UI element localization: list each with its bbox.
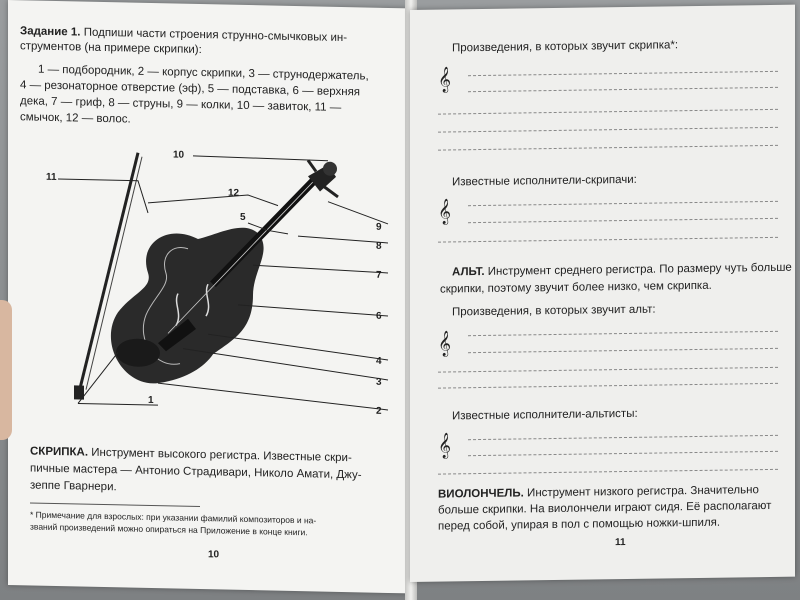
cello-desc-line-2: больше скрипки. На виолончели играют сидя. Её располагают: [438, 499, 772, 517]
left-page: [8, 0, 410, 593]
callout-6: 6: [376, 310, 382, 322]
leader-11: [58, 179, 148, 213]
footnote-line-2: званий произведений можно опираться на Приложение в конце книги.: [30, 521, 308, 538]
answer-line: [468, 331, 778, 336]
leader-10: [193, 156, 328, 161]
section-altists-label: Известные исполнители-альтисты:: [452, 407, 638, 423]
peg-1: [308, 160, 316, 171]
answer-line: [438, 127, 778, 133]
callout-1: 1: [148, 394, 154, 407]
leader-1b: [78, 403, 158, 405]
treble-clef-icon: 𝄞: [438, 331, 452, 357]
violin-heading: СКРИПКА.: [30, 445, 89, 459]
callout-2: 2: [376, 405, 382, 417]
callout-7: 7: [376, 269, 382, 281]
callout-5: 5: [240, 211, 246, 223]
violin-illustration: [38, 141, 408, 429]
section-alto-works-label: Произведения, в которых звучит альт:: [452, 303, 656, 319]
footnote-line-1: * Примечание для взрослых: при указании фамилий композиторов и на-: [30, 509, 317, 526]
alto-desc-text-1: Инструмент среднего регистра. По размеру чуть больше: [487, 261, 792, 278]
answer-line: [438, 145, 778, 151]
parts-line-1: 1 — подбородник, 2 — корпус скрипки, 3 — струнодержатель,: [38, 63, 369, 83]
leader-3: [183, 349, 388, 380]
callout-12: 12: [228, 187, 240, 199]
leader-2: [158, 383, 388, 410]
answer-line: [468, 201, 778, 206]
answer-line: [468, 218, 778, 223]
callout-10: 10: [173, 149, 185, 161]
section-violin-works-label: Произведения, в которых звучит скрипка*:: [452, 39, 679, 55]
callout-3: 3: [376, 376, 382, 388]
treble-clef-icon: 𝄞: [438, 67, 452, 93]
answer-line: [438, 109, 778, 115]
answer-line: [438, 383, 778, 389]
parts-line-2: 4 — резонаторное отверстие (эф), 5 — подставка, 6 — верхняя: [20, 79, 361, 99]
answer-line: [438, 469, 778, 475]
right-page: [410, 5, 795, 582]
answer-line: [468, 451, 778, 456]
violin-desc-line-2: пичные мастера — Антонио Страдивари, Николо Амати, Джу-: [30, 462, 362, 482]
cello-desc-text-1: Инструмент низкого регистра. Значительно: [527, 484, 759, 500]
alto-desc-line-1: [452, 261, 792, 281]
answer-line: [438, 367, 778, 373]
section-violinists-label: Известные исполнители-скрипачи:: [452, 173, 637, 189]
leader-4: [208, 334, 388, 360]
callout-9: 9: [376, 221, 382, 233]
alto-heading: АЛЬТ.: [452, 265, 485, 279]
page-number-left: 10: [208, 549, 220, 561]
callout-11: 11: [46, 171, 57, 184]
hand: [0, 300, 12, 440]
page-number-right: 11: [615, 536, 626, 549]
peg-2: [324, 187, 338, 197]
answer-line: [438, 237, 778, 243]
cello-heading: ВИОЛОНЧЕЛЬ.: [438, 487, 524, 501]
task-line-2: струментов (на примере скрипки):: [20, 40, 202, 57]
footnote-divider: [30, 502, 200, 507]
task-title: Задание 1.: [20, 25, 81, 39]
callout-8: 8: [376, 240, 382, 252]
parts-line-4: смычок, 12 — волос.: [20, 111, 131, 126]
answer-line: [468, 87, 778, 92]
violin-desc-text-1: Инструмент высокого регистра. Известные скри-: [91, 446, 352, 465]
leader-6: [238, 305, 388, 316]
answer-line: [468, 348, 778, 353]
answer-line: [468, 435, 778, 440]
leader-9: [328, 202, 388, 224]
leader-7: [253, 265, 388, 273]
cello-desc-line-3: перед собой, упирая в пол с помощью ножки-шпиля.: [438, 516, 721, 533]
leader-12: [148, 193, 278, 206]
callout-4: 4: [376, 355, 382, 367]
treble-clef-icon: 𝄞: [438, 199, 452, 225]
answer-line: [468, 71, 778, 76]
parts-line-3: дека, 7 — гриф, 8 — струны, 9 — колки, 10 — завиток, 11 —: [20, 95, 342, 114]
task-text-1: Подпиши части строения струнно-смычковых ин-: [83, 26, 348, 45]
violin-desc-line-3: зеппе Гварнери.: [30, 479, 117, 494]
leader-8: [298, 236, 388, 243]
alto-desc-line-2: скрипки, поэтому звучит более низко, чем скрипка.: [440, 279, 712, 296]
treble-clef-icon: 𝄞: [438, 433, 452, 459]
